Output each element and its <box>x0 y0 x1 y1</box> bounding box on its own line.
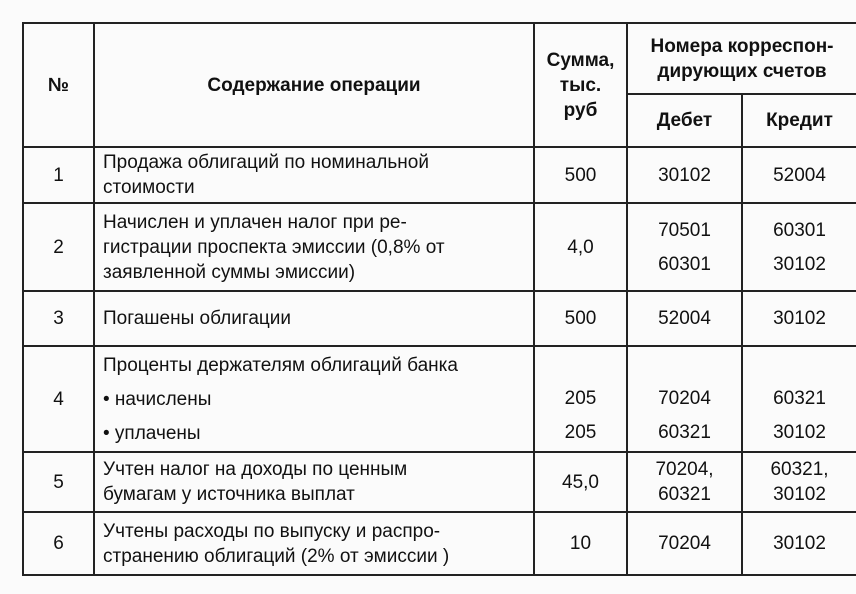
sum-cell: 10 <box>534 512 627 575</box>
credit-cell: 60321 30102 <box>742 346 856 452</box>
operation-text: Погашены облигации <box>94 291 534 346</box>
header-content: Содержание операции <box>94 23 534 147</box>
header-accounts: Номера корреспон- дирующих счетов <box>627 23 856 94</box>
row-number: 5 <box>23 452 94 512</box>
table-row <box>23 346 856 452</box>
table-row <box>23 291 856 346</box>
table-row <box>23 512 856 575</box>
debit-cell: 70501 60301 <box>627 203 742 291</box>
debit-cell: 70204 <box>627 512 742 575</box>
sum-cell: 45,0 <box>534 452 627 512</box>
row-number: 1 <box>23 147 94 203</box>
sum-cell: 500 <box>534 147 627 203</box>
sum-cell: 205 205 <box>534 346 627 452</box>
table-row <box>23 147 856 203</box>
operation-text: Начислен и уплачен налог при ре- гистрации проспекта эмиссии (0,8% от заявленной суммы эмиссии) <box>94 203 534 291</box>
row-number: 3 <box>23 291 94 346</box>
sum-cell: 4,0 <box>534 203 627 291</box>
credit-cell: 52004 <box>742 147 856 203</box>
header-sum: Сумма, тыс. руб <box>534 23 627 147</box>
header-number: № <box>23 23 94 147</box>
debit-cell: 52004 <box>627 291 742 346</box>
credit-cell: 60321, 30102 <box>742 452 856 512</box>
row-number: 6 <box>23 512 94 575</box>
operation-text: Проценты держателям облигаций банка • начислены • уплачены <box>94 346 534 452</box>
credit-cell: 30102 <box>742 512 856 575</box>
operation-text: Учтены расходы по выпуску и распро- странению облигаций (2% от эмиссии ) <box>94 512 534 575</box>
debit-cell: 30102 <box>627 147 742 203</box>
table-row <box>23 452 856 512</box>
bullet-item: • уплачены <box>103 422 201 444</box>
operation-text: Продажа облигаций по номинальной стоимости <box>94 147 534 203</box>
row-number: 4 <box>23 346 94 452</box>
debit-cell: 70204, 60321 <box>627 452 742 512</box>
credit-cell: 30102 <box>742 291 856 346</box>
credit-cell: 60301 30102 <box>742 203 856 291</box>
header-credit: Кредит <box>742 94 856 147</box>
bullet-item: • начислены <box>103 388 212 410</box>
header-debit: Дебет <box>627 94 742 147</box>
operation-text: Учтен налог на доходы по ценным бумагам у источника выплат <box>94 452 534 512</box>
table-row <box>23 203 856 291</box>
operations-table <box>22 22 856 576</box>
debit-cell: 70204 60321 <box>627 346 742 452</box>
sum-cell: 500 <box>534 291 627 346</box>
row-number: 2 <box>23 203 94 291</box>
